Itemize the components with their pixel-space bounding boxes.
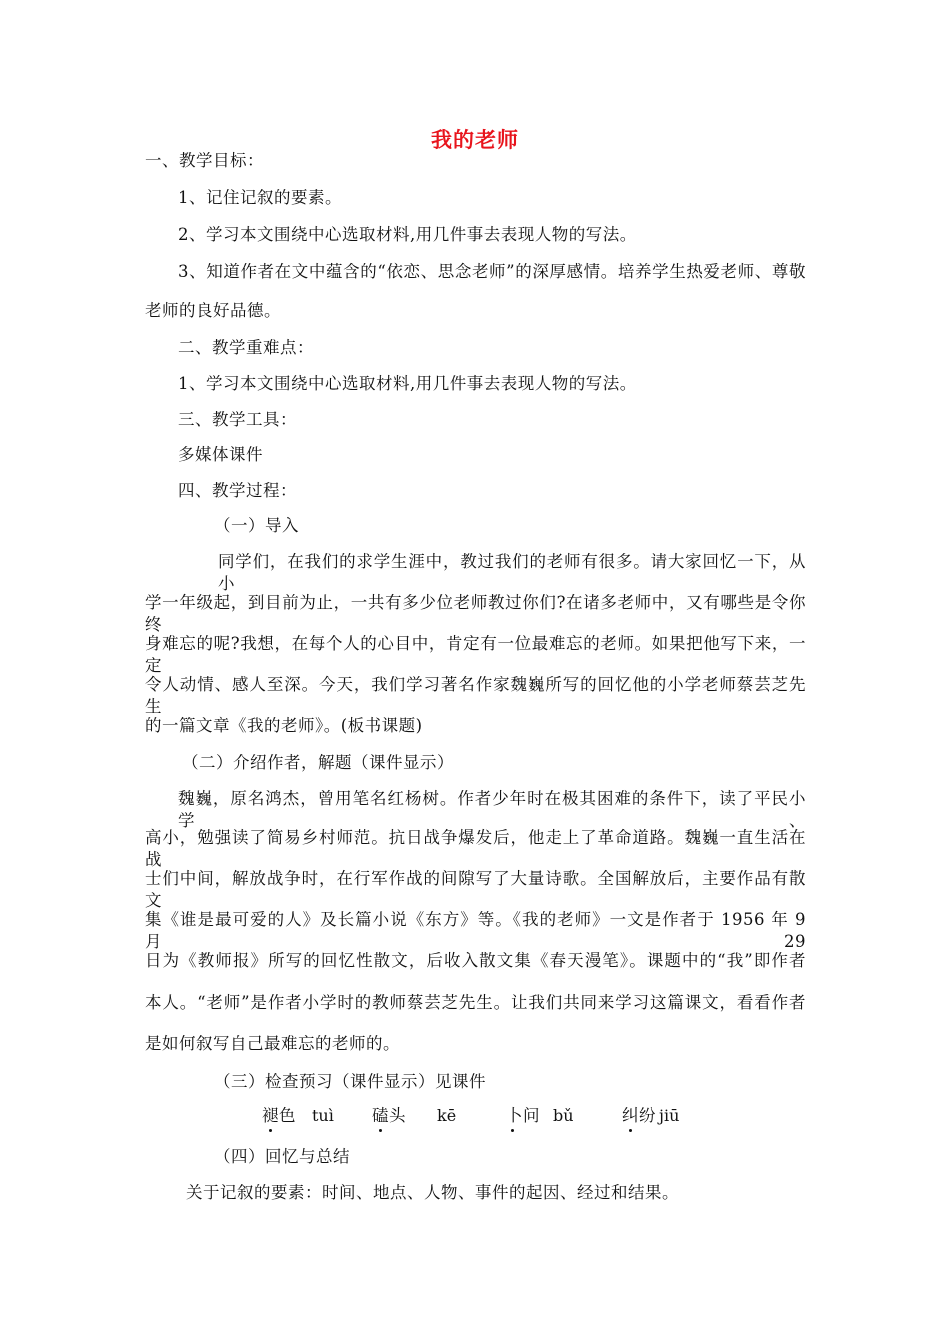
author-paragraph-line: 是如何叙写自己最难忘的老师的。 — [145, 1034, 400, 1053]
preview-pinyin: tuì — [312, 1106, 334, 1125]
preview-pinyin: kē — [437, 1106, 457, 1125]
author-paragraph-line: 魏巍，原名鸿杰，曾用笔名红杨树。作者少年时在极其困难的条件下，读了平民小学、 — [178, 789, 806, 830]
preview-word: 磕头 — [372, 1106, 406, 1125]
preview-word: 褪色 — [262, 1106, 296, 1125]
section-heading-process: 四、教学过程： — [178, 481, 297, 500]
author-paragraph-line: 日为《教师报》所写的回忆性散文，后收入散文集《春天漫笔》。课题中的“我”即作者 — [145, 951, 806, 970]
tools-item: 多媒体课件 — [178, 445, 263, 464]
preview-pinyin: jiū — [659, 1106, 680, 1125]
intro-paragraph-line: 身难忘的呢?我想，在每个人的心目中，肯定有一位最难忘的老师。如果把他写下来，一定 — [145, 634, 806, 675]
intro-paragraph-line: 同学们，在我们的求学生涯中，教过我们的老师有很多。请大家回忆一下，从小 — [218, 552, 806, 593]
goal-item-3: 3、知道作者在文中蕴含的“依恋、思念老师”的深厚感情。培养学生热爱老师、尊敬 — [178, 262, 806, 281]
author-paragraph-line: 高小，勉强读了简易乡村师范。抗日战争爆发后，他走上了革命道路。魏巍一直生活在战 — [145, 828, 806, 869]
subsection-heading-preview: （三）检查预习（课件显示）见课件 — [214, 1072, 486, 1091]
section-heading-tools: 三、教学工具： — [178, 410, 297, 429]
section-heading-difficulty: 二、教学重难点： — [178, 338, 314, 357]
goal-item-2: 2、学习本文围绕中心选取材料,用几件事去表现人物的写法。 — [178, 225, 637, 244]
preview-pinyin: bǔ — [553, 1106, 574, 1125]
difficulty-item-1: 1、学习本文围绕中心选取材料,用几件事去表现人物的写法。 — [178, 374, 637, 393]
preview-word: 纠纷 — [622, 1106, 656, 1125]
subsection-heading-author: （二）介绍作者，解题（课件显示） — [182, 753, 454, 772]
summary-text: 关于记叙的要素：时间、地点、人物、事件的起因、经过和结果。 — [186, 1183, 679, 1202]
section-heading-goals: 一、教学目标： — [145, 151, 264, 170]
author-paragraph-line: 本人。“老师”是作者小学时的教师蔡芸芝先生。让我们共同来学习这篇课文，看看作者 — [145, 993, 806, 1012]
goal-item-1: 1、记住记叙的要素。 — [178, 188, 342, 207]
subsection-heading-intro: （一）导入 — [214, 516, 299, 535]
emphasis-dot — [511, 1129, 514, 1132]
author-paragraph-line: 士们中间，解放战争时，在行军作战的间隙写了大量诗歌。全国解放后，主要作品有散文 — [145, 869, 806, 910]
author-paragraph-line: 集《谁是最可爱的人》及长篇小说《东方》等。《我的老师》一文是作者于 1956 年 9 月 29 — [145, 910, 806, 951]
document-title: 我的老师 — [431, 127, 519, 152]
goal-item-3-continued: 老师的良好品德。 — [145, 301, 281, 320]
emphasis-dot — [379, 1129, 382, 1132]
intro-paragraph-line: 学一年级起，到目前为止，一共有多少位老师教过你们?在诸多老师中，又有哪些是令你终 — [145, 593, 806, 634]
emphasis-dot — [629, 1129, 632, 1132]
intro-paragraph-line: 令人动情、感人至深。今天，我们学习著名作家魏巍所写的回忆他的小学老师蔡芸芝先生 — [145, 675, 806, 716]
intro-paragraph-line: 的一篇文章《我的老师》。(板书课题) — [145, 716, 423, 735]
subsection-heading-summary: （四）回忆与总结 — [214, 1147, 350, 1166]
emphasis-dot — [269, 1129, 272, 1132]
preview-word: 卜问 — [506, 1106, 540, 1125]
